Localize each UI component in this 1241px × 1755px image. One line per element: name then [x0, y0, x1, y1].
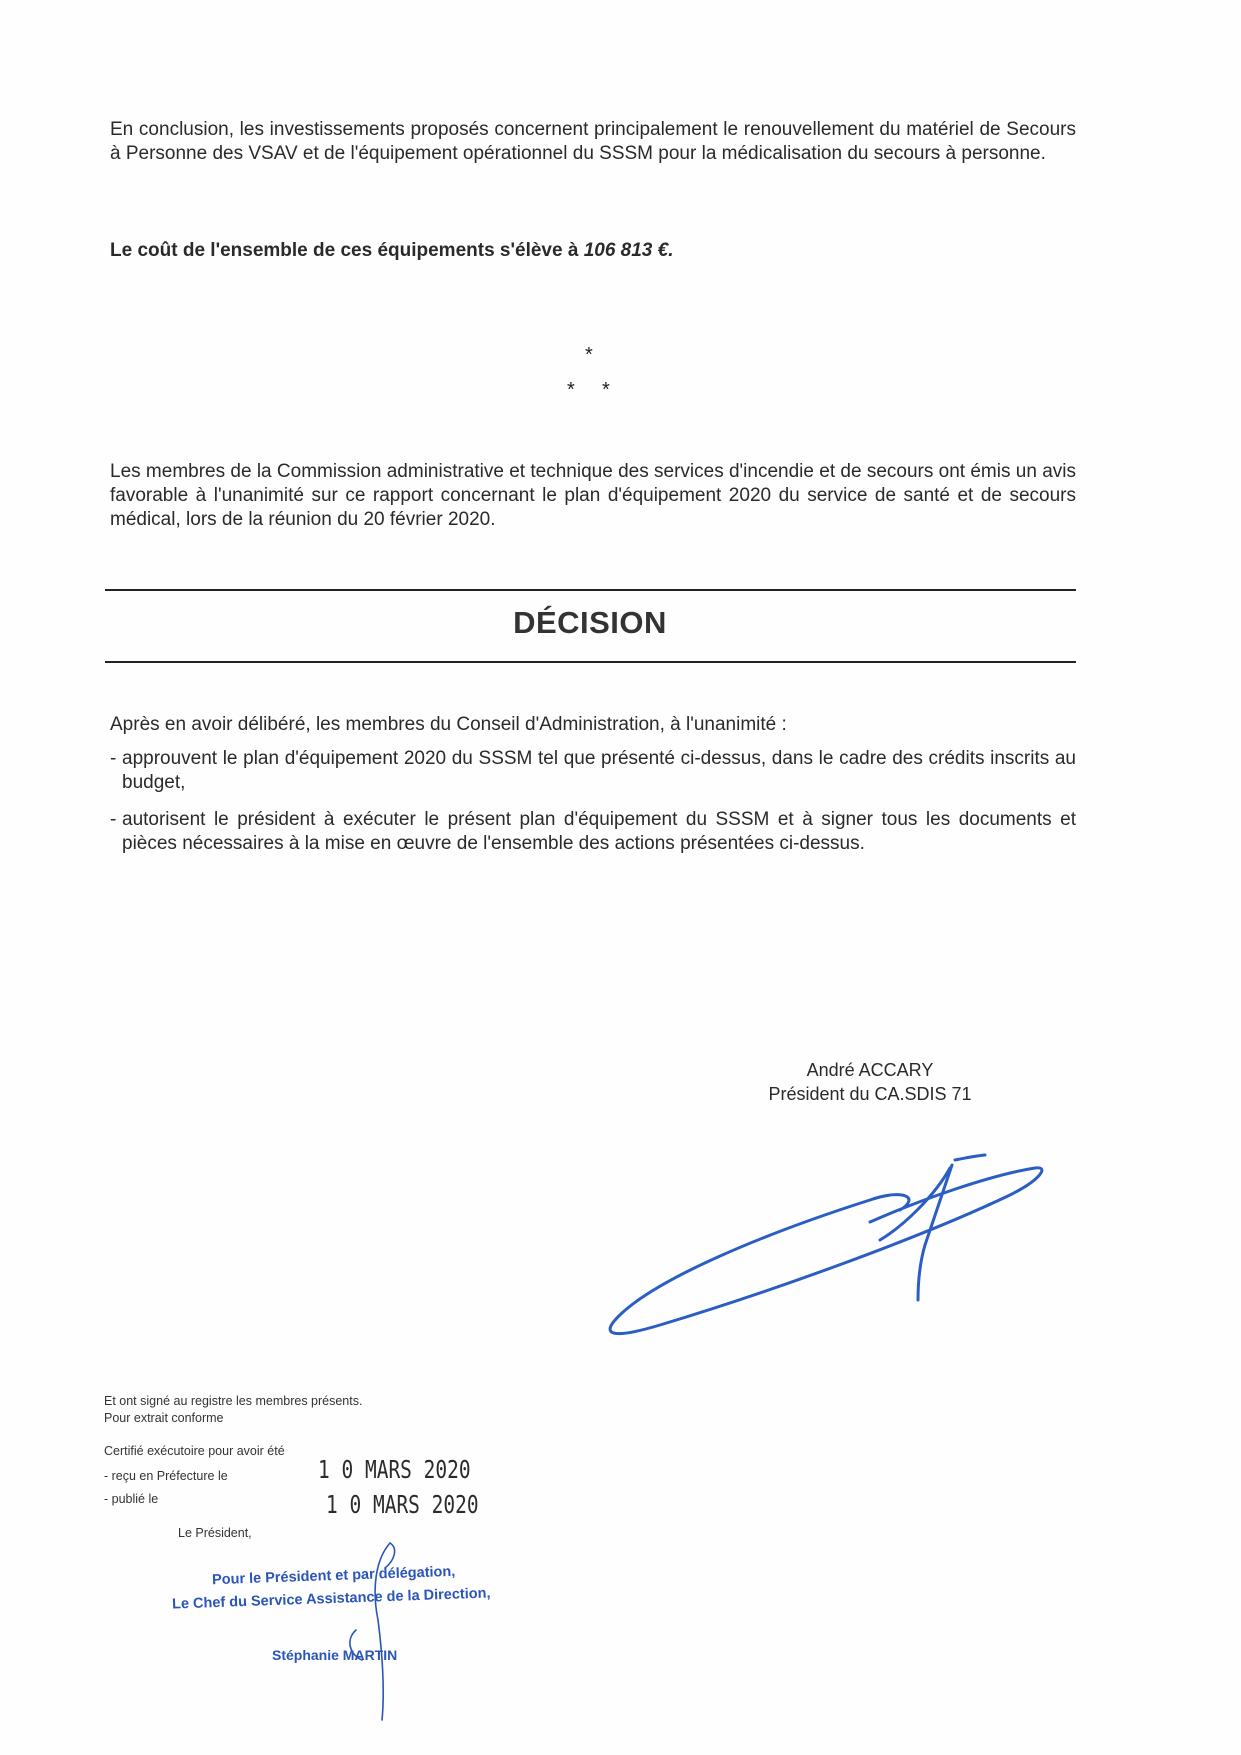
- delegate-name: Stéphanie MARTIN: [272, 1647, 398, 1663]
- delegation-stamp-line1: Pour le Président et par délégation,: [211, 1563, 456, 1589]
- published-date-stamp: 1 0 MARS 2020: [326, 1490, 479, 1519]
- commission-paragraph: Les membres de la Commission administrative et technique des services d'incendie et de secours ont émis un avis favorable à l'unanimité sur ce rapport concernant le plan d'équipement 2020 du service de santé et de secours médical, lors de la réunion du 20 février 2020.: [110, 461, 1076, 530]
- signatory-role: Président du CA.SDIS 71: [768, 1084, 972, 1104]
- cost-prefix: Le coût de l'ensemble de ces équipements s'élève à: [110, 240, 584, 261]
- decision-title: DÉCISION: [513, 605, 667, 640]
- conclusion-paragraph: En conclusion, les investissements proposés concernent principalement le renouvellement du matériel de Secours à Personne des VSAV et de l'équipement opérationnel du SSSM pour la médicalisation du secours à personne.: [110, 119, 1076, 164]
- signatory-name: André ACCARY: [806, 1060, 934, 1080]
- signed-register-line: Et ont signé au registre les membres présents.: [104, 1394, 363, 1408]
- published-label: - publié le: [104, 1492, 159, 1506]
- extract-line: Pour extrait conforme: [104, 1411, 224, 1425]
- item-dash: -: [110, 809, 117, 830]
- item-text: approuvent le plan d'équipement 2020 du SSSM tel que présenté ci-dessus, dans le cadre des crédits inscrits au budget,: [122, 748, 1076, 793]
- president-label: Le Président,: [178, 1526, 252, 1540]
- separator-star: *: [585, 344, 593, 366]
- received-label: - reçu en Préfecture le: [104, 1469, 228, 1483]
- decision-intro: Après en avoir délibéré, les membres du Conseil d'Administration, à l'unanimité :: [110, 714, 787, 735]
- separator-star: *: [602, 379, 610, 401]
- received-date-stamp: 1 0 MARS 2020: [318, 1455, 471, 1484]
- item-text: autorisent le président à exécuter le présent plan d'équipement du SSSM et à signer tous les documents et pièces nécessaires à la mise en œuvre de l'ensemble des actions présentées ci-dessus.: [122, 809, 1076, 854]
- item-dash: -: [110, 748, 117, 769]
- delegation-stamp-line2: Le Chef du Service Assistance de la Direction,: [171, 1585, 491, 1613]
- cost-amount: 106 813 €.: [583, 240, 674, 261]
- certified-line: Certifié exécutoire pour avoir été: [104, 1444, 285, 1458]
- separator-star: *: [567, 379, 575, 401]
